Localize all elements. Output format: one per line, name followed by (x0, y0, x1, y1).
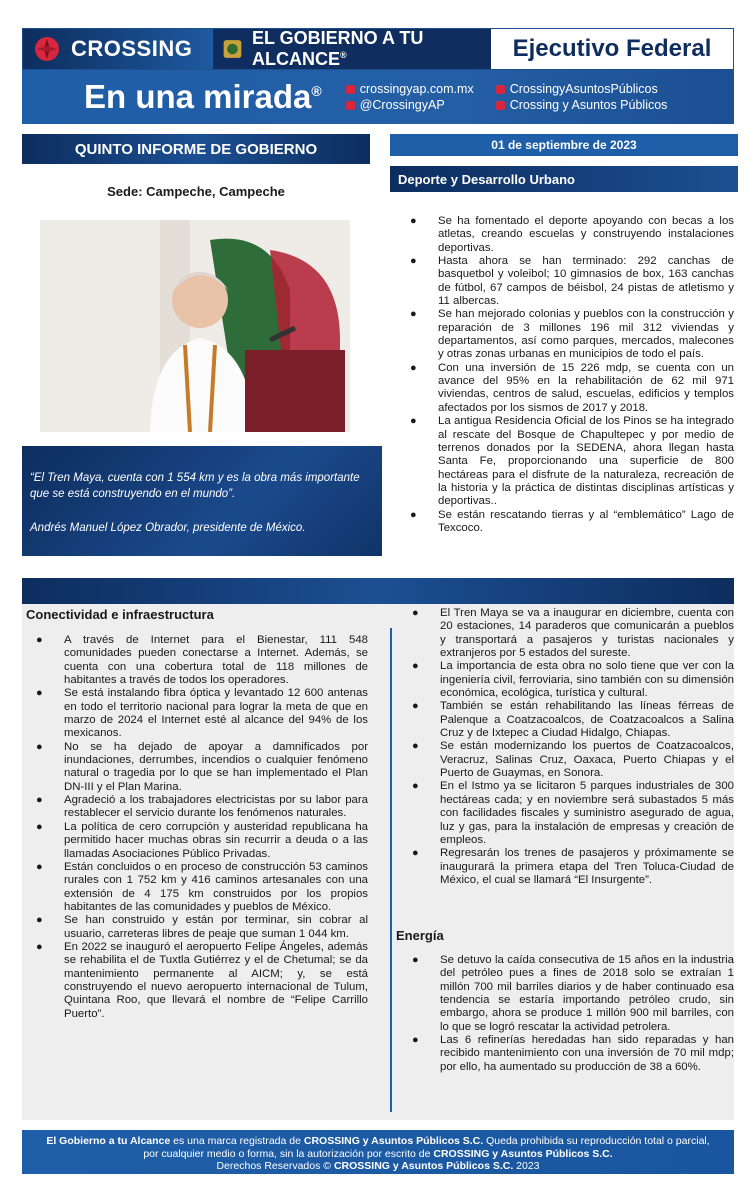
quote-box (22, 446, 382, 556)
president-photo (40, 220, 350, 432)
photo-illustration (40, 220, 350, 432)
infraestructura-list-right (402, 607, 734, 887)
conectividad-list (26, 634, 368, 1021)
sede-label: Sede: Campeche, Campeche (107, 184, 285, 199)
crossing-logo-icon (33, 35, 61, 63)
list-item: ● Regresarán los trenes de pasajeros y próximamente se inaugurará la primera etapa del Tren Toluca-Ciudad de México, el cual se llamará “El Insurgente”. (412, 847, 734, 886)
quote-text: “El Tren Maya, cuenta con 1 554 km y es la obra más importante que se está construyendo en el mundo”. (30, 472, 360, 501)
facebook-icon (496, 85, 505, 94)
list-item: ● Se han mejorado colonias y pueblos con la construcción y reparación de 3 millones 196 mil 312 viviendas y departamentos, así como parques, mercados, malecones y otras zonas urbanas en municipios de todo el país. (410, 308, 734, 361)
footer-line-1: El Gobierno a tu Alcance es una marca registrada de CROSSING y Asuntos Públicos S.C. Queda prohibida su reproducción total o parcial, (46, 1135, 710, 1147)
deporte-list (400, 215, 734, 535)
list-item: ● Se está instalando fibra óptica y levantado 12 600 antenas en todo el territorio nacional para lograr la meta de que en marzo de 2024 el Internet esté al alcance del 94% de los mexicanos. (36, 687, 368, 740)
slogan: EL GOBIERNO A TU ALCANCE® (251, 28, 424, 69)
list-item: ● Se ha fomentado el deporte apoyando con becas a los atletas, creando escuelas y construyendo instalaciones deportivas. (410, 215, 734, 254)
list-item: ● Están concluidos o en proceso de construcción 53 caminos rurales con 1 752 km y 416 caminos artesanales con una extensión de 4 175 km construidos por los propios habitantes de las comunidades y pueblos de México. (36, 860, 368, 913)
contact-twitter[interactable]: @CrossingyAP (346, 98, 488, 112)
column-divider (390, 628, 392, 1112)
list-item: ● Se están modernizando los puertos de Coatzacoalcos, Veracruz, Salinas Cruz, Oaxaca, Puerto Chiapas y el Puerto de Guaymas, en Sonora. (412, 740, 734, 780)
contact-list (346, 82, 686, 112)
section-divider-band (22, 578, 734, 604)
list-item: ● La importancia de esta obra no solo tiene que ver con la ingeniería civil, ferroviaria, sino también con su dimensión económica, ecológica, turística y cultural. (412, 660, 734, 700)
list-item: ● Las 6 refinerías heredadas han sido reparadas y han recibido mantenimiento con una inversión de 70 mil mdp; por ello, ha aumentado su producción de 38 a 60%. (412, 1034, 734, 1073)
energia-list (402, 954, 734, 1074)
web-icon (346, 85, 355, 94)
list-item: ● La antigua Residencia Oficial de los Pinos se ha integrado al rescate del Bosque de Chapultepec y por medio de terrenos donados por la SEDENA, ahora llegan hasta Santa Fe, proporcionando una superficie de 800 hectáreas para el disfrute de la naturaleza, recreación de la historia y la práctica de distintas disciplinas artísticas y deportivas.. (410, 415, 734, 508)
section-heading-energia: Energía (396, 928, 444, 943)
list-item: ● También se están rehabilitando las líneas férreas de Palenque a Coatzacoalcos, de Coatzacoalcos a Salina Cruz y de Ixtepec a Ciudad Hidalgo, Chiapas. (412, 700, 734, 740)
mexico-seal-icon (221, 35, 244, 63)
brand-name: CROSSING (71, 36, 193, 61)
youtube-icon (496, 101, 505, 110)
executive-label: Ejecutivo Federal (512, 35, 712, 62)
report-date: 01 de septiembre de 2023 (390, 134, 738, 156)
section-heading-conectividad: Conectividad e infraestructura (26, 607, 214, 622)
footer-line-2: por cualquier medio o forma, sin la autorización por escrito de CROSSING y Asuntos Públicos S.C. (143, 1147, 613, 1160)
twitter-icon (346, 101, 355, 110)
list-item: ● Se detuvo la caída consecutiva de 15 años en la industria del petróleo pues a fines de 2018 solo se extraían 1 millón 700 mil barriles diarios y de haber continuado esa tendencia se estaría importando petróleo crudo, sin embargo, ahora se produce 1 millón 900 mil barriles, con lo que se logró rescatar la actividad petrolera. (412, 954, 734, 1033)
list-item: ● El Tren Maya se va a inaugurar en diciembre, cuenta con 20 estaciones, 14 paraderos que comunicarán a pueblos y transportará a pasajeros y turistas nacionales y extranjeros por 5 estados del sureste. (412, 607, 734, 660)
header-top-bar (22, 28, 734, 70)
list-item: ● Se están rescatando tierras y al “emblemático” Lago de Texcoco. (410, 508, 734, 534)
footer-legal (22, 1130, 734, 1174)
header-sub-bar (22, 70, 734, 124)
report-title: QUINTO INFORME DE GOBIERNO (22, 134, 370, 164)
list-item: ● Agradeció a los trabajadores electricistas por su labor para restablecer el servicio durante los fenómenos naturales. (36, 794, 368, 820)
brand-block (23, 29, 213, 69)
list-item: ● Hasta ahora se han terminado: 292 canchas de basquetbol y voleibol; 10 gimnasios de box, 163 canchas de fútbol, 67 campos de béisbol, 24 pistas de atletismo y 11 albercas. (410, 255, 734, 308)
contact-facebook[interactable]: CrossingyAsuntosPúblicos (496, 82, 686, 96)
list-item: ● Con una inversión de 15 226 mdp, se cuenta con un avance del 95% en la rehabilitación de 62 mil 971 viviendas, centros de salud, escuelas, edificios y templos afectados por los sismos de 2017 y 2018. (410, 361, 734, 414)
list-item: ● No se ha dejado de apoyar a damnificados por inundaciones, derrumbes, incendios o cualquier fenómeno natural o tragedia por lo que se han implementado el Plan DN-III y el Plan Marina. (36, 740, 368, 793)
executive-block (491, 29, 733, 69)
list-item: ● Se han construido y están por terminar, sin cobrar al usuario, carreteras libres de peaje que suman 1 044 km. (36, 914, 368, 940)
list-item: ● A través de Internet para el Bienestar, 111 548 comunidades pueden conectarse a Internet. Además, se cuenta con una cobertura total de 118 millones de habitantes a través de todos los operadores. (36, 634, 368, 687)
list-item: ● En 2022 se inauguró el aeropuerto Felipe Ángeles, además se rehabilita el de Tuxtla Gutiérrez y el de Chetumal; se da mantenimiento permanente al AICM; y, se está construyendo el nuevo aeropuerto internacional de Tulum, Quintana Roo, que llevará el nombre de “Felipe Carrillo Puerto”. (36, 940, 368, 1020)
quote-author: Andrés Manuel López Obrador, presidente de México. (30, 522, 306, 535)
page-title: En una mirada® (84, 78, 322, 115)
footer-line-3: Derechos Reservados © CROSSING y Asuntos Públicos S.C. 2023 (216, 1160, 540, 1173)
contact-youtube[interactable]: Crossing y Asuntos Públicos (496, 98, 686, 112)
section-heading-deporte: Deporte y Desarrollo Urbano (390, 166, 738, 192)
contact-website[interactable]: crossingyap.com.mx (346, 82, 488, 96)
slogan-block (213, 29, 491, 69)
list-item: ● La política de cero corrupción y austeridad republicana ha permitido hacer muchas obras sin recurrir a deuda o a las llamadas Asociaciones Público Privadas. (36, 820, 368, 860)
list-item: ● En el Istmo ya se licitaron 5 parques industriales de 300 hectáreas cada; y en noviembre será subastados 5 más con facilidades fiscales y suministro asegurado de agua, luz y gas, para la instalación de empresas y creación de empleos. (412, 780, 734, 846)
